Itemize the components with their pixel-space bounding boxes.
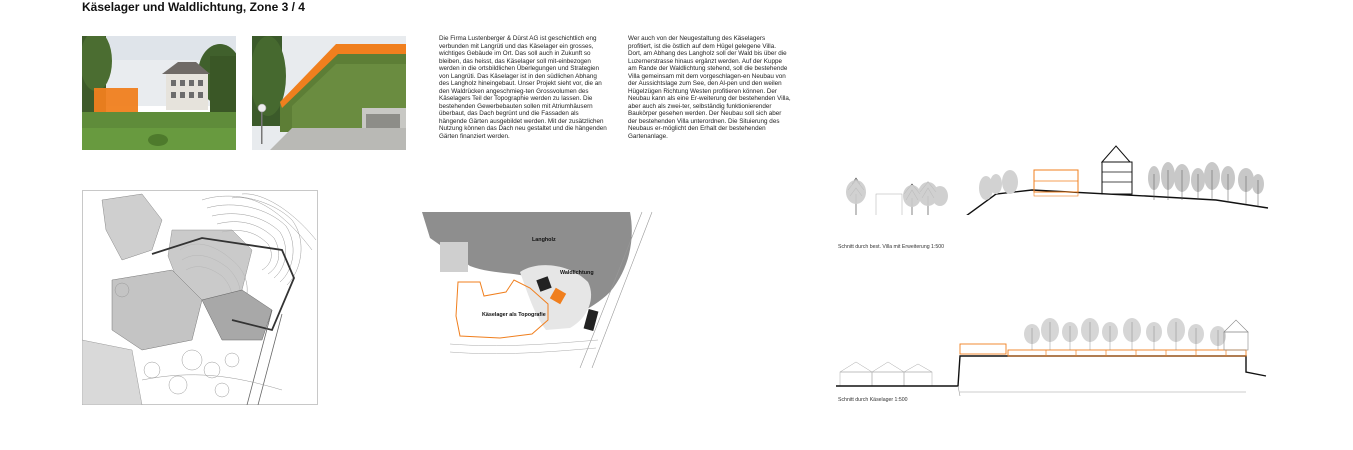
photo-villa (82, 36, 236, 150)
site-plan (82, 190, 318, 405)
label-waldlichtung: Waldlichtung (560, 270, 594, 276)
photo-green-facade (252, 36, 406, 150)
section-villa (836, 140, 1272, 215)
photo-villa-image (82, 36, 236, 150)
caption-section-villa: Schnitt durch best. Villa mit Erweiterung 1:500 (838, 244, 945, 250)
label-kaeselager: Käselager als Topografie (482, 312, 546, 318)
section-kaeselager (836, 312, 1272, 396)
label-langholz: Langholz (532, 237, 556, 243)
text-column-1: Die Firma Lustenberger & Dürst AG ist geschichtlich eng verbunden mit Langrüti und das Käselager ein grosses, wichtiges Gebäude im Ort. Das soll auch in Zukunft so bleiben, das heisst, das Käselager soll mit-einbezogen werden in die ortsbildlichen Überlegungen und Strategien von Langrüti. Das Käselager ist in den südlichen Abhang des Langholz hineingebaut. Unser Projekt sieht vor, die an den Waldrücken angeschmieg-ten Grossvolumen des Käselagers Teil der Topographie werden zu lassen. Die bestehenden Gewerbebauten sollen mit Atriumhäusern überbaut, das Dach begrünt und die Fassaden als hängende Gärten ausgebildet werden. Mit der zusätzlichen Nutzung können das Dach neu gestaltet und die hängenden Gärten finanziert werden. (439, 35, 607, 140)
concept-diagram (420, 208, 665, 368)
caption-section-kaeselager: Schnitt durch Käselager 1:500 (838, 397, 908, 403)
page-title: Käselager und Waldlichtung, Zone 3 / 4 (82, 0, 305, 14)
text-column-2: Wer auch von der Neugestaltung des Käselagers profitiert, ist die östlich auf dem Hügel gelegene Villa. Dort, am Abhang des Langholz soll der Wald bis über die Luzernerstrasse hinaus ergänzt werden. Auf der Kuppe am Rande der Waldlichtung stehend, soll die bestehende Villa gemeinsam mit dem vorgeschlagen-en Neubau von der Aussichtslage zum See, den Al-pen und den weilen Hügelzügen Richtung Westen profitieren können. Der Neubau kann als eine Er-weiterung der bestehenden Villa, aber auch als zwei-ter, selbständig funktionierender Baukörper gesehen werden. Der Neubau soll sich aber der bestehenden Villa unterordnen. Die Situierung des Neubaus er-möglicht den Erhalt der bestehenden Gartenanlage. (628, 35, 791, 140)
photo-green-facade-image (252, 36, 406, 150)
